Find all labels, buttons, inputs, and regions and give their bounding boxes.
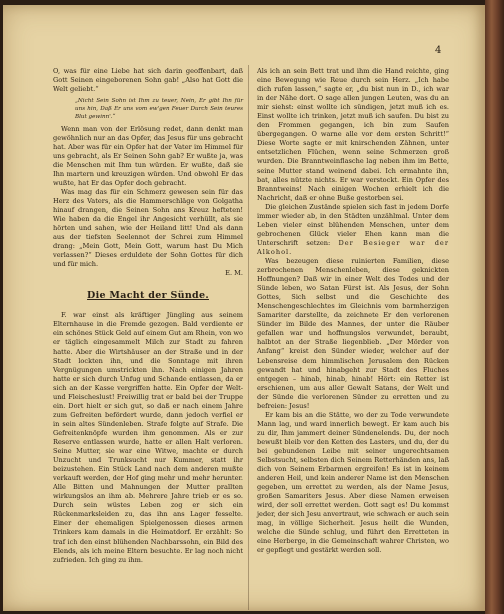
column-divider xyxy=(248,65,249,610)
alcohol-emphasis: Der Besieger war der Alkohol. xyxy=(257,238,449,256)
article-heading: Die Macht der Sünde. xyxy=(87,290,209,302)
hymn-verse: „Nicht Sein Sohn ist Ihm zu teuer, Nein, Er gibt Ihn für uns hin, Daß Er uns vom ew'gen Feuer Durch Sein teures Blut gewinn'.“ xyxy=(75,98,243,120)
right-paragraph-3: Was bezeugen diese ruinierten Familien, diese zerbrochenen Menschenleben, diese geknickten Hoffnungen? Daß wir in einer Welt des Todes und der Sünde leben, wo Satan Fürst ist. Als Jesus, der Sohn Gottes, Sich selbst und die Geschichte des Menschengeschlechtes im Gleichnis vom barmherzigen Samariter darstellte, da zeichnete Er den verlorenen Sünder im Bilde des Mannes, der unter die Räuber gefallen war und hoffnungslos verwundet, beraubt, halbtot an der Straße liegenblieb. „Der Mörder von Anfang“ kreist den Sünder wieder, welcher auf der Lebensreise dem himmlischen Jerusalem den Rücken gewandt hat und hinabgeht zur Stadt des Fluches entgegen – hinab, hinab, hinab! Hört: ein Retter ist erschienen, um aus aller Gewalt Satans, der Welt und der Sünde die verlorenen Sünder zu erretten und zu befreien: Jesus! xyxy=(257,256,449,410)
right-paragraph-1: Als ich an sein Bett trat und ihm die Hand reichte, ging eine Bewegung wie Reue durch sein Herz. „Ich habe dich rufen lassen,“ sagte er, „du bist nun in D., ich war in der Nähe dort. O sage allen jungen Leuten, was du an mir siehst: einst wollte ich sündigen, jetzt muß ich es. Einst wollte ich trinken, jetzt muß ich saufen. Du bist zu den Frommen gegangen, ich bin zum Saufen übergegangen. O warne alle vor dem ersten Schritt!“ Diese Worte sagte er mit knirschenden Zähnen, unter entsetzlichen Flüchen, wenn seine Schmerzen groß wurden. Die Branntweinflasche lag neben ihm im Bette, seine Mutter stand weinend dabei. Ich ermahnte ihn, bat, alles nützte nichts. Er war verstockt. Ein Opfer des Branntweins! Nach einigen Wochen erhielt ich die Nachricht, daß er ohne Buße gestorben sei. xyxy=(257,67,449,202)
article-signature: E. M. xyxy=(225,269,243,278)
book-page xyxy=(3,5,485,611)
right-paragraph-2 xyxy=(257,203,449,257)
page-number: 4 xyxy=(435,45,442,56)
left-paragraph-1: O, was für eine Liebe hat sich darin geoffenbart, daß Gott Seinen eingeborenen Sohn gab! „Also hat Gott die Welt geliebt.“ xyxy=(53,67,243,94)
book-binding-edge xyxy=(485,0,504,614)
left-column xyxy=(53,67,243,565)
right-paragraph-4: Er kam bis an die Stätte, wo der zu Tode verwundete Mann lag, und ward innerlich bewegt. Er kam auch bis zu dir, Ihm jammert deiner Sündenelends. Du, der noch bewußt bleib vor den Ketten des Lasters, und du, der du bei gebundenen Leibe mit seiner ungerechtsamen Selbstsucht, selbsten dich Seinem Retterhänden ans, laß dich von Seinem Erbarmen ergreifen! Es ist in keinem anderen Heil, und kein anderer Name ist den Menschen gegeben, um errettet zu werden, als der Name Jesus, großen Samariters Jesus. Aber diese Namen erweisen wird, der soll errettet werden. Gott sagt es! Du kommst jeder, der sich Jesu anvertraut, wie schwach er auch sein mag, in völlige Sicherheit. Jesus heilt die Wunden, welche die Sünde schlug, und führt den Erretteten in eine Herberge, in die Gemeinschaft wahrer Christen, wo er gepflegt und gestärkt werden soll. xyxy=(257,410,449,555)
left-paragraph-3: Was mag das für ein Schmerz gewesen sein für das Herz des Vaters, als die Hammerschläge von Golgatha hinauf drangen, die Seinen Sohn ans Kreuz hefteten! Wie haben da die Engel ihr Angesicht verhüllt, als sie hörten und sahen, wie der Heiland litt! Und als dann aus der tiefsten Seelennot der Schrei zum Himmel drang: „Mein Gott, Mein Gott, warum hast Du Mich verlassen?“ Dieses erduldete der Sohn Gottes für dich und für mich. xyxy=(53,187,243,269)
left-paragraph-2: Wenn man von der Erlösung redet, dann denkt man gewöhnlich nur an das Opfer, das Jesus für uns gebracht hat. Aber was für ein Opfer hat der Vater im Himmel für uns gebracht, als Er Seinen Sohn gab? Er wußte ja, was die Menschen mit Ihm tun würden. Er wußte, daß sie Ihn martern und kreuzigen würden. Und obwohl Er das wußte, hat Er das Opfer doch gebracht. xyxy=(53,124,243,187)
left-paragraph-4: F. war einst als kräftiger Jüngling aus seinem Elternhause in die Fremde gezogen. Bald verdiente er ein schönes Stück Geld auf einem Gut am Rhein, von wo er täglich eingesammelt Milch zur Stadt zu fahren hatte. Aber die Wirtshäuser an der Straße und in der Stadt lockten ihn, und die Sonntage mit ihren Vergnügungen umstrickten ihn. Nach einigen Jahren hatte er sich durch Unfug und Schande entlassen, da er sich an der Kasse vergriffen hatte. Ein Opfer der Welt- und Fleischeslust! Freiwillig trat er bald bei der Truppe ein. Dort hielt er sich gut, so daß er nach einem Jahre zum Gefreiten befördert wurde, dann jedoch verfiel er in sein altes Sündenleben. Strafe folgte auf Strafe. Die Gefreitenknöpfe wurden ihm genommen. Als er zur Reserve entlassen wurde, hatte er allen Halt verloren. Seine Mutter, sie war eine Witwe, machte er durch Unzucht und Trunksucht nur Kummer, statt ihr beizustehen. Ein Stück Land nach dem anderen mußte verkauft werden, der Hof ging mehr und mehr herunter. Alle Bitten und Mahnungen der Mutter prallten wirkungslos an ihm ab. Mehrere Jahre trieb er es so. Durch sein wüstes Leben zog er sich ein Rückenmarksleiden zu, das ihn ans Lager fesselte. Einer der ehemaligen Spielgenossen dieses armen Trinkers kam damals in die Heimatdorf. Er erzählt: So traf ich den einst blühenden Nachbarssohn, ein Bild des Elends, als ich meine Eltern besuchte. Er lag noch nicht zufrieden. Ich ging zu ihm. xyxy=(53,311,243,564)
right-column xyxy=(257,67,449,556)
right-paragraph-2-text: Die gleichen Zustände spielen sich fast in jedem Dorfe immer wieder ab, in den Städten unzählmal. Unter dem Leben vieler einst blühenden Menschen, unter dem gebrochenen Glück vieler Ehen kann man die Unterschrift setzen: xyxy=(257,202,449,247)
